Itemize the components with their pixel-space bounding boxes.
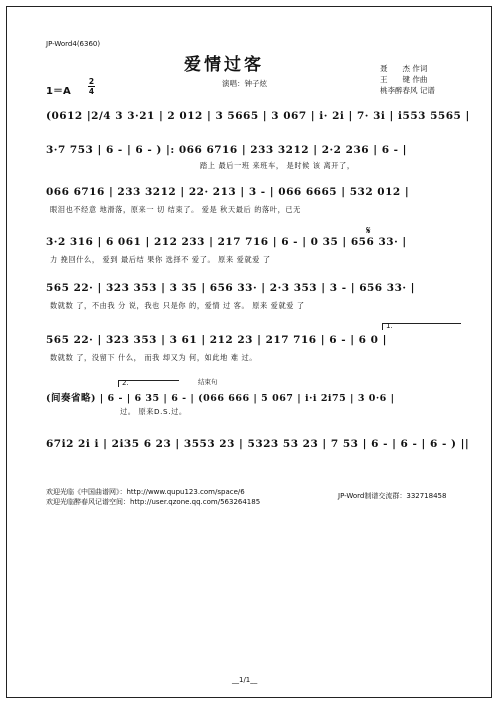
time-signature-top: 2 — [88, 77, 95, 86]
staff-row-2: 3·7 753 | 6 - | 6 - ) |: 066 6716 | 233 3212 | 2·2 236 | 6 - | — [46, 144, 407, 156]
page-number: __1/1__ — [232, 676, 258, 684]
song-title: 爱情过客 — [184, 55, 264, 75]
lyrics-row-7: 过。 原来D.S.过。 — [120, 407, 187, 416]
first-ending-bracket — [382, 323, 461, 330]
key-signature: 1＝A — [46, 86, 71, 97]
staff-row-5: 565 22· | 323 353 | 3 35 | 656 33· | 2·3 353 | 3 - | 656 33· | — [46, 282, 416, 294]
segno-sign: 𝄋 — [366, 224, 371, 237]
second-ending-label: 2. — [122, 379, 129, 387]
lyrics-row-2: 踏上 最后一班 来班车， 是时候 该 离开了， — [200, 161, 355, 170]
footer-link-2: 欢迎光临醉春风记谱空间：http://user.qzone.qq.com/563264185 — [46, 498, 261, 506]
lyrics-row-5: 数就数 了，不由我 分 说，我也 只是你 的，爱情 过 客。 原来 爱就爱 了 — [50, 301, 305, 310]
lyrics-row-4: 力 挽回什么， 爱到 最后结 果你 选择不 爱了。 原来 爱就爱 了 — [50, 255, 271, 264]
coda-label: 结束句 — [198, 378, 218, 386]
staff-row-4: 3·2 316 | 6 061 | 212 233 | 217 716 | 6 - | 0 35 | 656 33· | — [46, 236, 407, 248]
footer-link-1: 欢迎光临《中国曲谱网》：http://www.qupu123.com/space/6 — [46, 488, 245, 496]
first-ending-label: 1. — [386, 322, 393, 330]
staff-row-1: (0612 |2/4 3 3·21 | 2 012 | 3 5665 | 3 067 | i· 2i | 7· 3i | i553 5565 | — [46, 110, 470, 122]
software-tag: JP-Word4(6360) — [46, 40, 101, 48]
staff-row-3: 066 6716 | 233 3212 | 22· 213 | 3 - | 066 6665 | 532 012 | — [46, 186, 410, 198]
staff-row-6: 565 22· | 323 353 | 3 61 | 212 23 | 217 716 | 6 - | 6 0 | — [46, 334, 387, 346]
lyrics-row-6: 数就数 了，没留下 什么， 而我 却又为 何，如此地 难 过。 — [50, 353, 258, 362]
transcriber-credit: 桃李醉春风 记谱 — [380, 86, 435, 95]
singer-credit: 演唱：钟子炫 — [222, 79, 267, 88]
staff-row-8: 67i2 2i i | 2i35 6 23 | 3553 23 | 5323 53 23 | 7 53 | 6 - | 6 - | 6 - ) || — [46, 438, 470, 450]
lyricist-credit: 聂 杰 作词 — [380, 64, 428, 73]
composer-credit: 王 键 作曲 — [380, 75, 428, 84]
time-signature-bottom: 4 — [88, 87, 95, 96]
staff-row-7: (间奏省略) | 6 - | 6 35 | 6 - | (066 666 | 5 067 | i·i 2i75 | 3 0·6 | — [46, 393, 395, 404]
footer-group: JP-Word制谱交流群：332718458 — [338, 492, 447, 500]
time-signature — [88, 78, 95, 95]
lyrics-row-3: 眼泪也不经意 地滑落，原来一 切 结束了。 爱是 秋天最后 的落叶，已无 — [50, 205, 301, 214]
